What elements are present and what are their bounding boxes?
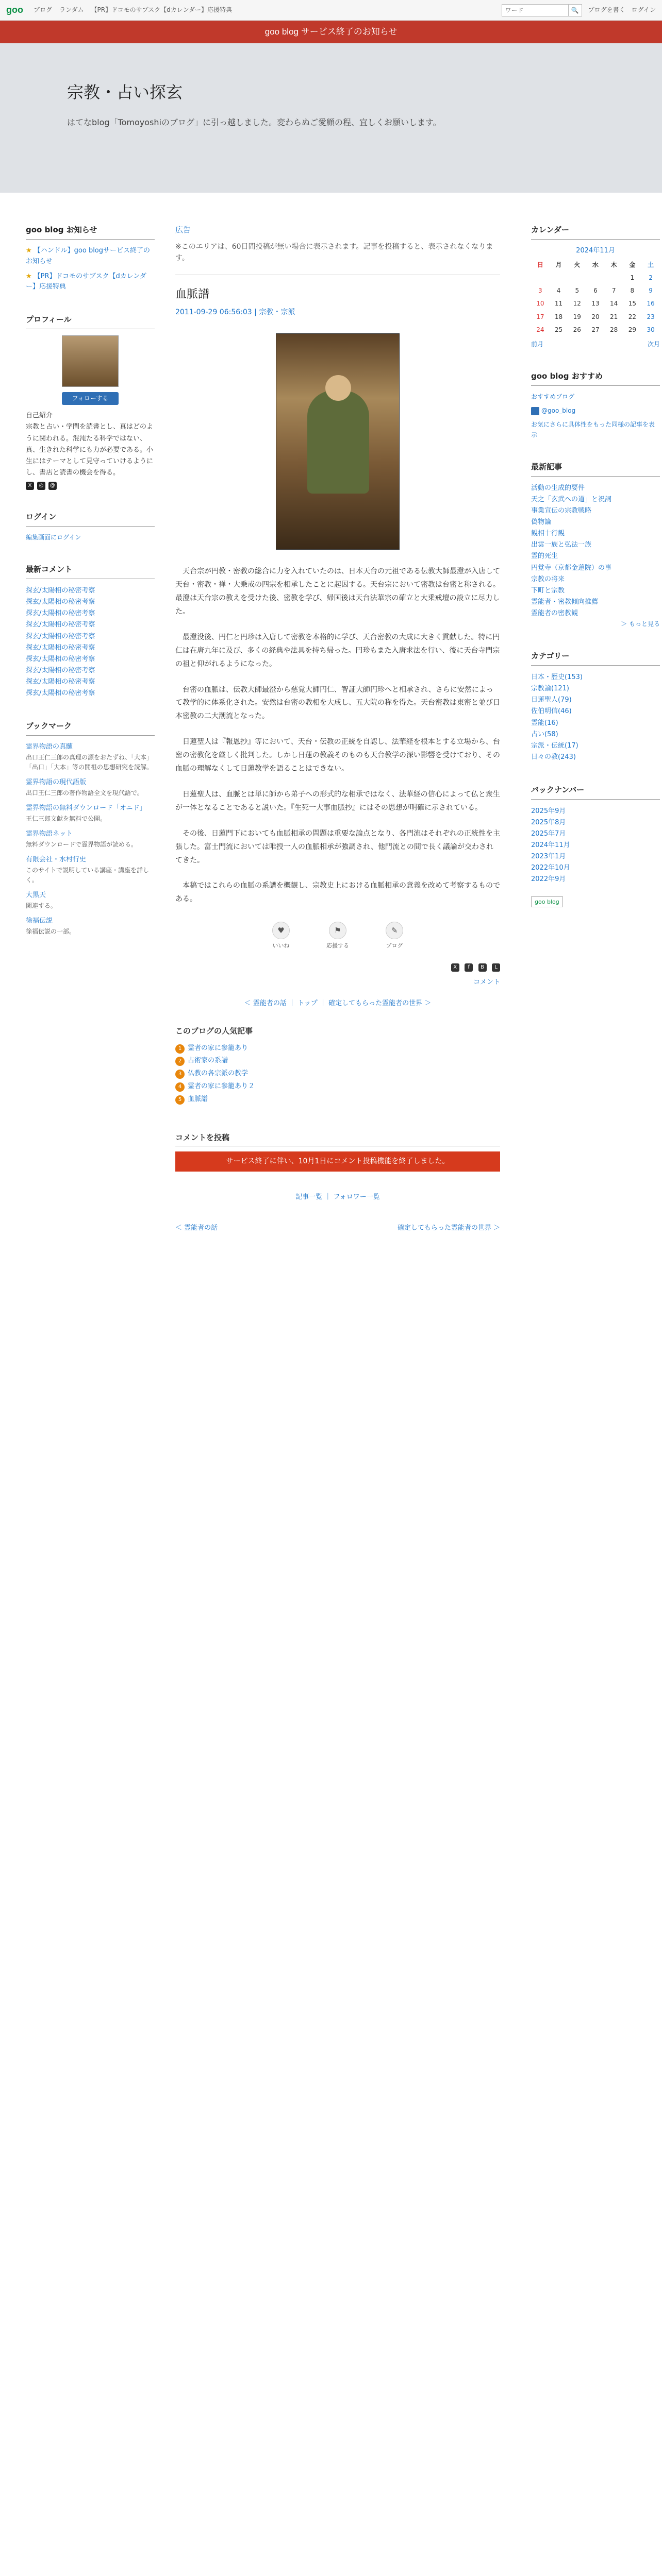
popular-item-title: 血脈譜 [188, 1095, 208, 1103]
category-item[interactable]: 佐伯明信(46) [531, 707, 572, 716]
calendar-day [550, 272, 568, 284]
backnumber-item[interactable]: 2022年10月 [531, 864, 570, 872]
calendar-days [531, 272, 660, 336]
calendar-day: 4 [556, 287, 561, 295]
calendar-day: 15 [628, 300, 636, 308]
calendar-day: 27 [591, 326, 600, 333]
recent-comment-item[interactable]: 探玄/太陽相の秘密考察 [26, 643, 95, 652]
calendar-day: 30 [647, 326, 655, 333]
bookmark-list [26, 742, 155, 937]
recent-post-item[interactable]: 円覚寺（京都金蓮院）の事 [531, 564, 612, 572]
recent-post-item[interactable]: 霊能者の密教観 [531, 609, 578, 617]
nav-random[interactable]: ランダム [59, 6, 84, 13]
login-section [26, 511, 155, 543]
bookmark-link[interactable]: 霊界物語の無料ダウンロード「オニド」 [26, 804, 146, 812]
more-posts-link[interactable]: ＞ もっと見る [621, 620, 660, 628]
recent-post-item[interactable]: 活動の生成的要件 [531, 484, 585, 492]
backnumber-list [531, 806, 660, 886]
search-input[interactable] [502, 4, 569, 16]
post-meta: 2011-09-29 06:56:03 | 宗教・宗派 [175, 308, 295, 316]
blog-button[interactable]: ✎ ブログ [376, 922, 412, 951]
footer-goo-logo[interactable]: goo blog [531, 896, 660, 908]
social-icons [26, 482, 155, 490]
bookmark-desc: このサイトで説明している講座・講座を詳しく。 [26, 866, 150, 884]
bookmark-link[interactable]: 霊界物語の現代語版 [26, 778, 87, 787]
bookmark-item [26, 803, 155, 824]
bookmark-title: ブックマーク [26, 720, 155, 736]
bookmark-item [26, 742, 155, 772]
notice-text: goo blog サービス終了のお知らせ [264, 27, 398, 37]
recent-post-item[interactable]: 霊能者・密教傾向推薦 [531, 598, 599, 606]
calendar-day: 6 [593, 287, 598, 295]
recent-comment-item[interactable]: 探玄/太陽相の秘密考察 [26, 655, 95, 663]
notice-item[interactable]: ★ 【PR】ドコモのサブスク【dカレンダー】応援特典 [26, 272, 146, 291]
calendar-day: 10 [536, 300, 544, 308]
blog-description: はてなblog「Tomoyoshiのブログ」に引っ越しました。変わらぬご愛顧の程、宜しくお願いします。 [67, 117, 441, 128]
bookmark-desc: 徐福伝説の一部。 [26, 928, 76, 936]
bookmark-item [26, 855, 155, 885]
right-sidebar [531, 224, 660, 928]
popular-item-title: 霊者の家に参籠あり２ [188, 1082, 255, 1090]
recent-post-item[interactable]: 下町と宗教 [531, 586, 565, 595]
calendar-day: 11 [554, 300, 563, 308]
ad-label: 広告 [175, 225, 191, 234]
x-icon[interactable]: X [26, 482, 34, 490]
bookmark-desc: 関連する。 [26, 902, 57, 910]
bookmark-desc: 王仁三郎文献を無料で公開。 [26, 815, 107, 823]
recent-post-item[interactable]: 霊的死生 [531, 552, 558, 561]
bookmark-link[interactable]: 大黒天 [26, 891, 46, 900]
rank-badge: 5 [175, 1095, 185, 1105]
rank-badge: 3 [175, 1070, 185, 1079]
editor-login-link[interactable]: 編集画面にログイン [26, 533, 81, 541]
popular-item[interactable] [175, 1080, 500, 1093]
next-post-link[interactable]: 確定してもらった霊能者の世界 ＞ [397, 1224, 500, 1232]
blog-icon: ✎ [386, 922, 403, 939]
post-date: 2011-09-29 06:56:03 [175, 308, 252, 316]
backnumber-item[interactable]: 2022年9月 [531, 875, 566, 884]
category-item[interactable]: 日蓮聖人(79) [531, 696, 572, 704]
calendar-day: 20 [591, 313, 600, 320]
calendar-day: 5 [575, 287, 580, 295]
recent-post-item[interactable]: 事業宣伝の宗教戦略 [531, 507, 592, 515]
backnumber-item[interactable]: 2025年9月 [531, 807, 566, 815]
bookmark-item [26, 890, 155, 911]
category-list [531, 672, 660, 763]
goo-logo[interactable]: goo [6, 5, 23, 15]
recent-comments-list [26, 585, 155, 699]
calendar-day: 25 [554, 326, 563, 333]
post-paragraph: 天台宗が円教・密教の総合に力を入れていたのは、日本天台の元祖である伝教大師最澄が入唐して天台・密教・禅・大乗戒の四宗を相承したことに起因する。天台宗において密教は台密と称される。最澄は天台宗の教えを受けた後、密教を学び、帰国後は天台法華宗の確立と大乗戒壇の設立に尽力した。 [175, 567, 500, 616]
heart-icon: ♥ [272, 922, 290, 939]
recent-post-item[interactable]: 出雲一族と弘法一族 [531, 541, 592, 549]
calendar-weekdays [531, 259, 660, 272]
gooblog-title: goo blog おすすめ [531, 370, 660, 386]
calendar-week [531, 324, 660, 336]
recent-post-item[interactable]: 天之「玄武への道」と祝詞 [531, 495, 612, 503]
bookmark-link[interactable]: 霊界物語の真髄 [26, 743, 73, 751]
calendar-day [605, 272, 623, 284]
calendar-week [531, 311, 660, 324]
bookmark-item [26, 777, 155, 798]
calendar-day: 29 [628, 326, 636, 333]
avatar [62, 335, 119, 387]
search-button[interactable] [569, 4, 582, 16]
footer-links[interactable]: 記事一覧 ｜ フォロワー一覧 [295, 1193, 380, 1201]
recent-post-item[interactable]: 偽物論 [531, 518, 552, 527]
blog-header [0, 43, 662, 193]
calendar-week [531, 284, 660, 297]
calendar-month: 2024年11月 [576, 247, 615, 255]
recent-comment-item[interactable]: 探玄/太陽相の秘密考察 [26, 666, 95, 674]
category-item[interactable]: 宗派・伝統(17) [531, 741, 578, 750]
prev-post-link[interactable]: ＜ 霊能者の話 [175, 1224, 218, 1232]
line-share-icon[interactable]: L [492, 963, 500, 972]
category-section [531, 650, 660, 763]
gooblog-section [531, 370, 660, 440]
popular-item-title: 霊者の家に参籠あり [188, 1044, 249, 1052]
next-month-link[interactable]: 次月 [647, 340, 660, 348]
popular-item-title: 占術家の系譜 [188, 1057, 228, 1065]
calendar-day [531, 272, 550, 284]
bookmark-link[interactable]: 霊界物語ネット [26, 830, 73, 838]
top-right [502, 4, 656, 16]
calendar-day [586, 272, 605, 284]
calendar-day: 16 [647, 300, 655, 308]
popular-title: このブログの人気記事 [175, 1026, 253, 1036]
backnumber-item[interactable]: 2024年11月 [531, 841, 570, 850]
bookmark-link[interactable]: 有限会社・水村行史 [26, 856, 87, 864]
calendar-day: 13 [591, 300, 600, 308]
blog-title[interactable]: 宗教・占い探玄 [67, 83, 183, 101]
like-button[interactable]: ♥ いいね [263, 922, 299, 951]
post-paragraph: 本稿ではこれらの血脈の系譜を概観し、宗教史上における血脈相承の意義を改めて考察するものである。 [175, 882, 500, 904]
calendar-day: 12 [573, 300, 581, 308]
calendar-day: 14 [610, 300, 618, 308]
comment-closed-banner: サービス終了に伴い、10月1日にコメント投稿機能を終了しました。 [175, 1151, 500, 1171]
calendar-day: 28 [610, 326, 618, 333]
post-pager[interactable]: ＜ 霊能者の話 ｜ トップ ｜ 確定してもらった霊能者の世界 ＞ [244, 999, 432, 1007]
follow-button[interactable]: フォローする [62, 392, 119, 405]
backnumber-item[interactable]: 2025年7月 [531, 830, 566, 838]
rank-badge: 4 [175, 1082, 185, 1092]
comment-link[interactable]: コメント [473, 978, 500, 987]
star-icon: ★ [26, 247, 32, 255]
inactive-info: ※このエリアは、60日間投稿が無い場合に表示されます。記事を投稿すると、表示されなくなります。 [175, 241, 500, 275]
cheer-button[interactable]: ⚑ 応援する [320, 922, 356, 951]
instagram-icon[interactable]: ◎ [37, 482, 45, 490]
hatena-share-icon[interactable]: B [478, 963, 487, 972]
recent-comment-item[interactable]: 探玄/太陽相の秘密考察 [26, 632, 95, 640]
calendar-day: 23 [647, 313, 655, 320]
popular-item[interactable] [175, 1055, 500, 1067]
recommended-blog-link[interactable]: おすすめブログ [531, 393, 575, 401]
profile-section [26, 313, 155, 490]
weekday-label: 水 [592, 261, 599, 268]
post-title[interactable]: 血脈譜 [175, 287, 210, 301]
post-paragraph: 日蓮聖人は『報恩抄』等において、天台・伝教の正統を自認し、法華経を根本とする立場から、台密の密教化を厳しく批判した。しかし日蓮の教義そのものも天台教学の深い影響を受けており、その血脈の理解なくして日蓮教学を語ることはできない。 [175, 738, 500, 773]
recent-comment-item[interactable]: 探玄/太陽相の秘密考察 [26, 621, 95, 629]
bookmark-desc: 出口王仁三郎の著作物語全文を現代語で。 [26, 789, 143, 797]
star-icon: ★ [26, 272, 32, 280]
post-body [175, 565, 500, 906]
calendar-day: 2 [649, 274, 653, 281]
bookmark-section [26, 720, 155, 937]
category-item[interactable]: 日々の教(243) [531, 753, 576, 761]
calendar-day: 3 [538, 287, 542, 295]
calendar-day: 21 [610, 313, 618, 320]
threads-icon[interactable]: @ [48, 482, 57, 490]
post-paragraph: その後、日蓮門下においても血脈相承の問題は重要な論点となり、各門流はそれぞれの正統性を主張した。富士門流においては唯授一人の血脈相承が強調され、他門流との間で長く議論が交わされてきた。 [175, 829, 500, 865]
backnumber-item[interactable]: 2025年8月 [531, 819, 566, 827]
calendar-day [568, 272, 586, 284]
search-icon: 🔍 [571, 6, 579, 14]
recent-post-item[interactable]: 宗教の将来 [531, 575, 565, 583]
goo-blog-account[interactable]: @goo_blog [531, 406, 660, 416]
recent-posts-list [531, 483, 660, 619]
main-content [175, 224, 500, 1234]
post-paragraph: 最澄没後、円仁と円珍は入唐して密教を本格的に学び、天台密教の大成に大きく貢献した。特に円仁は在唐九年に及び、多くの経典や法具を持ち帰った。円珍もまた入唐求法を行い、後に天台寺門宗の祖と仰がれるようになった。 [175, 633, 500, 668]
reaction-bar [175, 922, 500, 951]
post-category[interactable]: 宗教・宗派 [259, 308, 295, 316]
recent-comments-title: 最新コメント [26, 563, 155, 579]
popular-list [175, 1042, 500, 1106]
left-sidebar [26, 224, 155, 957]
post-paragraph: 日蓮聖人は、血脈とは単に師から弟子への形式的な相承ではなく、法華経の信心によって仏と衆生が一体となることであると説いた。『生死一大事血脈抄』にはその思想が明確に示されている。 [175, 790, 500, 812]
login-title: ログイン [26, 511, 155, 527]
recent-comment-item[interactable]: 探玄/太陽相の秘密考察 [26, 689, 95, 697]
recent-comment-item[interactable]: 探玄/太陽相の秘密考察 [26, 598, 95, 606]
weekday-label: 日 [537, 261, 543, 268]
notice-item[interactable]: ★ 【ハンドル】goo blogサービス終了のお知らせ [26, 247, 151, 265]
calendar-day: 17 [536, 313, 544, 320]
recent-posts-section [531, 461, 660, 629]
calendar-day: 24 [536, 326, 544, 333]
backnumber-item[interactable]: 2023年1月 [531, 853, 566, 861]
login-link[interactable]: ログイン [631, 6, 656, 13]
category-item[interactable]: 占い(58) [531, 730, 558, 738]
post-image [276, 333, 400, 550]
popular-item-title: 仏教の各宗派の教学 [188, 1070, 249, 1078]
profile-text: 宗教と占い・学問を読書とし、真はどのように関われる。混沌たる科学ではない、真、生きれた科学にも力が必要である。小生にはテーマとして見守っていけるようにし、書店と読書の機会を得る。 [26, 423, 154, 477]
recent-post-item[interactable]: 観相十行観 [531, 530, 565, 538]
calendar-day: 8 [630, 287, 635, 295]
calendar-nav [531, 340, 660, 349]
profile-title: プロフィール [26, 313, 155, 329]
recent-comment-item[interactable]: 探玄/太陽相の秘密考察 [26, 609, 95, 618]
comment-section [175, 1131, 500, 1171]
popular-section [175, 1025, 500, 1106]
rank-badge: 2 [175, 1057, 185, 1066]
share-icons [175, 961, 500, 972]
page-container [0, 193, 662, 2576]
recent-comments-section [26, 563, 155, 699]
bookmark-desc: 出口王仁三郎の真理の源をおたずね、「大本」「出口」「大本」等の開祖の思想研究を読解。 [26, 753, 153, 771]
portrait-figure [307, 391, 369, 494]
calendar-day: 1 [630, 274, 635, 281]
goo-notice-section [26, 224, 155, 293]
popular-item[interactable] [175, 1093, 500, 1106]
flag-icon: ⚑ [329, 922, 346, 939]
facebook-share-icon[interactable]: f [465, 963, 473, 972]
bookmark-desc: 無料ダウンロードで霊界物語が読める。 [26, 841, 138, 848]
profile-name: 自己紹介 [26, 412, 53, 420]
backnumber-section [531, 784, 660, 907]
write-blog-link[interactable]: ブログを書く [588, 6, 625, 13]
goo-blog-icon [531, 407, 539, 415]
comment-title: コメントを投稿 [175, 1131, 500, 1146]
category-title: カテゴリー [531, 650, 660, 666]
category-item[interactable]: 日本・歴史(153) [531, 673, 583, 682]
prev-month-link[interactable]: 前月 [531, 340, 544, 348]
nav-pr[interactable]: 【PR】ドコモのサブスク【dカレンダー】応援特典 [91, 6, 233, 13]
weekday-label: 火 [574, 261, 581, 268]
calendar-table [531, 259, 660, 336]
recent-comment-item[interactable]: 探玄/太陽相の秘密考察 [26, 587, 95, 595]
post-paragraph: 台密の血脈は、伝教大師最澄から慈覚大師円仁、智証大師円珍へと相承され、さらに安然によって教学的に体系化された。安然は台密の教相を大成し、五大院の称を得た。天台密教は東密と並び日本密教の二大潮流となった。 [175, 685, 500, 721]
calendar-day: 19 [573, 313, 581, 320]
nav-blog[interactable]: ブログ [34, 6, 53, 13]
weekday-label: 月 [555, 261, 562, 268]
weekday-label: 土 [648, 261, 654, 268]
calendar-title: カレンダー [531, 224, 660, 240]
backnumber-title: バックナンバー [531, 784, 660, 800]
service-end-notice[interactable] [0, 21, 662, 43]
calendar-day: 18 [554, 313, 563, 320]
category-item[interactable]: 霊能(16) [531, 719, 558, 727]
calendar-section [531, 224, 660, 349]
bookmark-item [26, 916, 155, 937]
weekday-label: 金 [629, 261, 636, 268]
popular-item[interactable] [175, 1042, 500, 1055]
recommended-text-link[interactable]: お気にさらに具体性をもった同様の記事を表示 [531, 421, 655, 438]
category-item[interactable]: 宗教論(121) [531, 685, 569, 693]
calendar-week [531, 272, 660, 284]
rank-badge: 1 [175, 1044, 185, 1054]
notice-title: goo blog お知らせ [26, 224, 155, 240]
calendar-day: 7 [611, 287, 616, 295]
popular-item[interactable] [175, 1067, 500, 1080]
top-bar [0, 0, 662, 21]
bookmark-item [26, 829, 155, 850]
weekday-label: 木 [610, 261, 617, 268]
calendar-day: 26 [573, 326, 581, 333]
calendar-day: 22 [628, 313, 636, 320]
footer-nav [175, 1223, 500, 1234]
recent-posts-title: 最新記事 [531, 461, 660, 477]
recent-comment-item[interactable]: 探玄/太陽相の秘密考察 [26, 677, 95, 686]
x-share-icon[interactable]: X [451, 963, 459, 972]
calendar-week [531, 297, 660, 310]
calendar-day: 9 [649, 287, 653, 295]
bookmark-link[interactable]: 徐福伝説 [26, 917, 53, 925]
